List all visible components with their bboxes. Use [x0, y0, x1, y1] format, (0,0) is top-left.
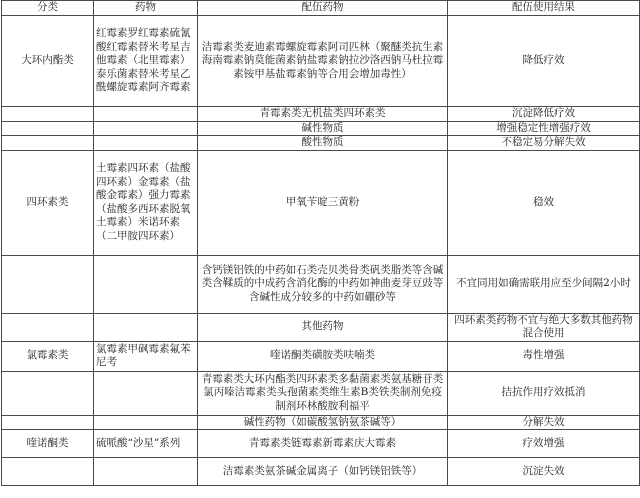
result-cell: 降低疗效 [448, 16, 640, 107]
table-row [2, 107, 640, 122]
table-row [2, 121, 640, 136]
empty-cell [94, 121, 198, 136]
combo-cell: 洁霉素类麦迪素霉螺旋霉素阿司匹林（聚醚类抗生素海南霉素钠莫能菌素钠盐霉素钠拉沙洛西钠马杜拉霉素铵甲基盐霉素钠等合用会增加毒性） [198, 16, 448, 107]
table-row [2, 341, 640, 371]
combo-cell: 含钙镁铝铁的中药如石类壳贝类骨类矾类脂类等含碱类含鞣质的中成药含消化酶的中药如神曲麦芽豆豉等含碱性成分较多的中药如硼砂等 [198, 255, 448, 313]
empty-cell [2, 415, 94, 430]
category-cell: 氯霉素类 [2, 341, 94, 371]
table-row [2, 371, 640, 415]
empty-cell [2, 313, 94, 341]
drug-cell: 硫哌酸“沙星”系列 [94, 430, 198, 458]
table-row [2, 313, 640, 341]
table-row [2, 458, 640, 486]
combo-cell: 甲氧苄啶三黄粉 [198, 150, 448, 255]
combo-cell: 其他药物 [198, 313, 448, 341]
empty-cell [2, 136, 94, 151]
result-cell: 沉淀降低疗效 [448, 107, 640, 122]
category-cell: 四环素类 [2, 150, 94, 255]
empty-cell [94, 255, 198, 313]
header-combo-drug: 配伍药物 [198, 1, 448, 16]
result-cell: 疗效增强 [448, 430, 640, 458]
empty-cell [2, 121, 94, 136]
drug-compatibility-table [1, 0, 640, 486]
table-row [2, 430, 640, 458]
result-cell: 不宜同用如确需联用应至少间隔2小时 [448, 255, 640, 313]
empty-cell [94, 107, 198, 122]
empty-cell [94, 371, 198, 415]
category-cell: 大环内酯类 [2, 16, 94, 107]
result-cell: 分解失效 [448, 415, 640, 430]
header-drug: 药物 [94, 1, 198, 16]
drug-cell: 氯霉素甲砜霉素氟苯尼考 [94, 341, 198, 371]
empty-cell [2, 458, 94, 486]
empty-cell [94, 313, 198, 341]
result-cell: 拮抗作用疗效抵消 [448, 371, 640, 415]
result-cell: 沉淀失效 [448, 458, 640, 486]
empty-cell [94, 136, 198, 151]
empty-cell [94, 415, 198, 430]
combo-cell: 洁霉素类氨茶碱金属离子（如钙镁铝铁等） [198, 458, 448, 486]
category-cell: 喹诺酮类 [2, 430, 94, 458]
empty-cell [2, 107, 94, 122]
empty-cell [2, 371, 94, 415]
combo-cell: 碱性药物（如碳酸氢钠氨茶碱等） [198, 415, 448, 430]
drug-cell: 土霉素四环素（盐酸四环素）金霉素（盐酸金霉素）强力霉素（盐酸多西环素脱氧土霉素）米诺环素（二甲胺四环素） [94, 150, 198, 255]
header-category: 分类 [2, 1, 94, 16]
result-cell: 毒性增强 [448, 341, 640, 371]
table-row [2, 136, 640, 151]
combo-cell: 酸性物质 [198, 136, 448, 151]
result-cell: 稳效 [448, 150, 640, 255]
combo-cell: 青霉素类无机盐类四环素类 [198, 107, 448, 122]
combo-cell: 青霉素类链霉素新霉素庆大霉素 [198, 430, 448, 458]
result-cell: 增强稳定性增强疗效 [448, 121, 640, 136]
empty-cell [94, 458, 198, 486]
result-cell: 不稳定易分解失效 [448, 136, 640, 151]
table-row [2, 415, 640, 430]
table-row [2, 16, 640, 107]
table-row [2, 255, 640, 313]
header-row [2, 1, 640, 16]
combo-cell: 碱性物质 [198, 121, 448, 136]
result-cell: 四环素类药物不宜与绝大多数其他药物混合使用 [448, 313, 640, 341]
combo-cell: 青霉素类大环内酯类四环素类多黏菌素类氨基糖苷类氯丙嗪洁霉素类头孢菌素类维生素B类铁类制剂免疫制剂环林酸胺利福平 [198, 371, 448, 415]
combo-cell: 喹诺酮类磺胺类呋喃类 [198, 341, 448, 371]
drug-cell: 红霉素罗红霉素硫氰酸红霉素替米考星吉他霉素（北里霉素）泰乐菌素替米考星乙酰螺旋霉素阿齐霉素 [94, 16, 198, 107]
empty-cell [2, 255, 94, 313]
header-combo-result: 配伍使用结果 [448, 1, 640, 16]
table-row [2, 150, 640, 255]
